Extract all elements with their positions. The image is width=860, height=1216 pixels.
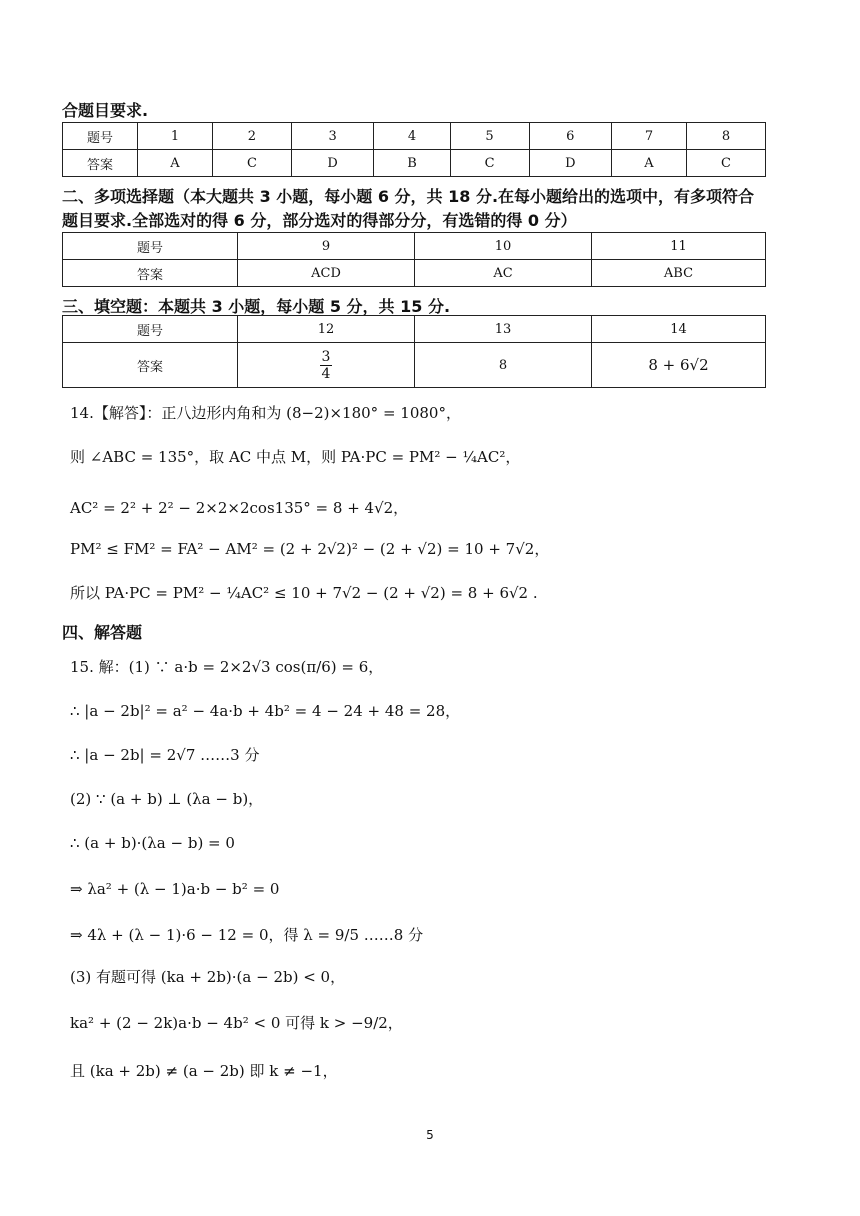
table1-cell: D (529, 150, 611, 177)
table3-cell: 14 (592, 316, 766, 343)
table3-cell: 答案 (63, 343, 238, 388)
table1-cell: A (612, 150, 687, 177)
solution-15-line: 15. 解：(1) ∵ a·b = 2×2√3 cos(π/6) = 6， (70, 658, 384, 676)
solution-15-line: ∴ |a − 2b| = 2√7 ……3 分 (70, 746, 260, 764)
table2-cell: AC (415, 260, 592, 287)
solution-15-line: ∴ (a + b)·(λa − b) = 0 (70, 834, 235, 852)
table3-cell: 12 (238, 316, 415, 343)
answer-12-fraction (238, 343, 415, 388)
answer-table-3 (62, 315, 766, 388)
table1-cell: C (686, 150, 765, 177)
fraction-denominator: 4 (321, 365, 331, 382)
section4-heading: 四、解答题 (62, 623, 143, 642)
section2-heading-line2: 题目要求.全部选对的得 6 分，部分选对的得部分分，有选错的得 0 分） (62, 211, 577, 230)
solution-15-line: (2) ∵ (a + b) ⊥ (λa − b)， (70, 790, 264, 808)
answer-table-1 (62, 122, 766, 177)
table3-cell: 题号 (63, 316, 238, 343)
solution-14-line: PM² ≤ FM² = FA² − AM² = (2 + 2√2)² − (2 + √2) = 10 + 7√2， (70, 540, 550, 558)
table1-cell: D (291, 150, 373, 177)
fraction-numerator: 3 (321, 348, 331, 365)
table1-cell: 8 (686, 123, 765, 150)
table1-cell: C (212, 150, 291, 177)
answer-table-2 (62, 232, 766, 287)
table1-cell: A (138, 150, 213, 177)
table1-cell: C (450, 150, 529, 177)
top-text: 合题目要求. (62, 101, 149, 120)
table3-cell: 8 (415, 343, 592, 388)
solution-15-line: ⇒ λa² + (λ − 1)a·b − b² = 0 (70, 880, 280, 898)
table2-cell: 11 (592, 233, 766, 260)
table1-cell: 2 (212, 123, 291, 150)
table2-cell: 题号 (63, 233, 238, 260)
table1-cell: 题号 (63, 123, 138, 150)
solution-15-line: 且 (ka + 2b) ≠ (a − 2b) 即 k ≠ −1， (70, 1062, 338, 1080)
section3-heading: 三、填空题：本题共 3 小题，每小题 5 分，共 15 分. (62, 297, 451, 316)
solution-14-line: 则 ∠ABC = 135°，取 AC 中点 M，则 PA·PC = PM² − ¼AC²， (70, 448, 521, 466)
table2-cell: 10 (415, 233, 592, 260)
table1-cell: 答案 (63, 150, 138, 177)
solution-14-line: AC² = 2² + 2² − 2×2×2cos135° = 8 + 4√2， (70, 499, 409, 517)
table1-cell: 6 (529, 123, 611, 150)
table3-cell: 8 + 6√2 (592, 343, 766, 388)
table1-cell: 7 (612, 123, 687, 150)
table1-cell: 5 (450, 123, 529, 150)
page-number: 5 (426, 1128, 434, 1142)
solution-15-line: ∴ |a − 2b|² = a² − 4a·b + 4b² = 4 − 24 + 48 = 28， (70, 702, 461, 720)
solution-15-line: ⇒ 4λ + (λ − 1)·6 − 12 = 0，得 λ = 9/5 ……8 分 (70, 926, 424, 944)
solution-14-line: 14.【解答】：正八边形内角和为 (8−2)×180° = 1080°， (70, 404, 461, 422)
table2-cell: ACD (238, 260, 415, 287)
table2-cell: ABC (592, 260, 766, 287)
solution-15-line: (3) 有题可得 (ka + 2b)·(a − 2b) < 0， (70, 968, 346, 986)
table1-cell: B (374, 150, 450, 177)
table1-cell: 4 (374, 123, 450, 150)
table1-cell: 1 (138, 123, 213, 150)
table3-cell: 13 (415, 316, 592, 343)
section2-heading-line1: 二、多项选择题（本大题共 3 小题，每小题 6 分，共 18 分.在每小题给出的选项中，有多项符合 (62, 187, 755, 206)
solution-14-line: 所以 PA·PC = PM² − ¼AC² ≤ 10 + 7√2 − (2 + √2) = 8 + 6√2 . (70, 584, 538, 602)
table1-cell: 3 (291, 123, 373, 150)
table2-cell: 答案 (63, 260, 238, 287)
table2-cell: 9 (238, 233, 415, 260)
solution-15-line: ka² + (2 − 2k)a·b − 4b² < 0 可得 k > −9/2， (70, 1014, 403, 1032)
